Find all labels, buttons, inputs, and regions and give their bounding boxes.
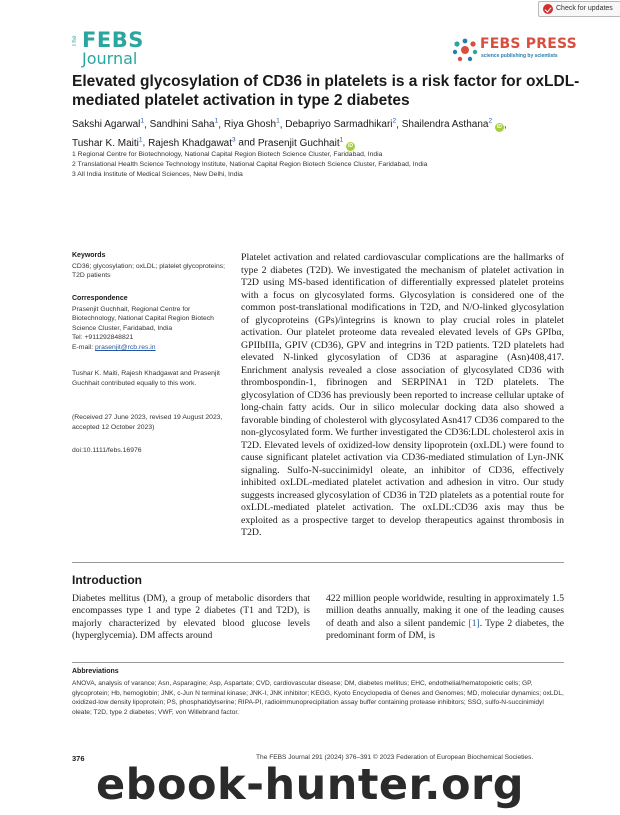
- author[interactable]: Riya Ghosh$^1$: [223, 118, 280, 131]
- affiliation: 3 All India Institute of Medical Sciences, New Delhi, India: [72, 171, 243, 178]
- correspondence-address: Prasenjit Guchhait, Regional Centre for Biotechnology, National Capital Region Biotech Science Cluster, Faridabad, India: [72, 305, 214, 332]
- article-title: Elevated glycosylation of CD36 in platelets is a risk factor for oxLDL-mediated platelet activation in type 2 diabetes: [72, 73, 580, 109]
- journal-logo-the: The: [72, 35, 78, 47]
- contribution-note: Tushar K. Maiti, Rajesh Khadgawat and Prasenjit Guchhait contributed equally to this work.: [72, 370, 220, 387]
- check-updates-label: Check for updates: [556, 5, 613, 12]
- intro-left-column: Diabetes mellitus (DM), a group of metabolic disorders that encompasses type 1 and type 2 diabetes (T1 and T2D), is majorly characterized by elevated blood glucose levels (hyperglycemia). DM affects around: [72, 593, 310, 641]
- divider: [72, 562, 564, 563]
- keywords-block: [72, 251, 227, 281]
- email-link[interactable]: prasenjit@rcb.res.in: [95, 343, 156, 351]
- received-dates: (Received 27 June 2023, revised 19 August 2023, accepted 12 October 2023): [72, 414, 223, 431]
- keywords-text: CD36; glycosylation; oxLDL; platelet glycoproteins; T2D patients: [72, 262, 226, 280]
- affiliation: 2 Translational Health Science Technology Institute, National Capital Region Biotech Science Cluster, Faridabad, India: [72, 161, 428, 168]
- abstract-text: Platelet activation and related cardiovascular complications are the hallmarks of type 2 diabetes (T2D). We investigated the mechanism of platelet activation in T2D using MS-based identification of differentially expressed platelet proteins with a focus on glycosylated forms. Glycosylation is considered one of the common post-translational modifications in T2D, and N/O-linked glycosylation of glycoproteins (GPs)/integrins is known to play crucial roles in platelet activation. Our platelet proteome data revealed elevated levels of GPs GPIbα, GPIIbIIIa, GPIV (CD36), GPV and integrins in T2D patients. T2D platelets had elevated N-linked glycosylation of CD36 at asparagine (Asn)408,417. Enrichment analysis revealed a close association of glycosylated CD36 with thrombospondin-1, fibrinogen and SERPINA1 in T2D platelets. The glycosylation of CD36 has previously been reported to increase cellular uptake of long-chain fatty acids. Our in silico molecular docking data also showed a favorable binding of cholesterol with glycosylated Asn417 CD36 compared to the non-glycosylated form. We further investigated the CD36:LDL cholesterol axis in T2D. Elevated levels of oxidized-low density lipoprotein (oxLDL) were found to cause significant platelet activation via CD36-mediated stimulation of Lyn-JNK signaling. Sulfo-N-succinimidyl oleate, an inhibitor of CD36, effectively inhibited oxLDL-mediated platelet activation and adhesion in vitro. Our study suggests increased glycosylation of CD36 in T2D platelets as a potential route for oxLDL-mediated platelet activation. The oxLDL:CD36 axis may thus be exploited as a prospective target to develop therapeutics against thrombosis in T2D.: [241, 252, 564, 538]
- febs-press-dots-icon: [452, 38, 478, 62]
- intro-right-column: 422 million people worldwide, resulting in approximately 1.5 million deaths annually, making it one of the leading causes of death and also a silent pandemic [1]. Type 2 diabetes, the predominant form of DM, is: [326, 593, 564, 641]
- journal-logo-name: FEBS: [82, 28, 144, 52]
- author[interactable]: Tushar K. Maiti$^1$: [72, 136, 143, 149]
- author[interactable]: Shailendra Asthana$^2$: [401, 118, 493, 131]
- correspondence-heading: Correspondence: [72, 295, 128, 302]
- affiliation: 1 Regional Centre for Biotechnology, National Capital Region Biotech Science Cluster, Faridabad, India: [72, 151, 383, 158]
- author[interactable]: Debapriyo Sarmadhikari$^2$: [285, 118, 397, 131]
- orcid-icon[interactable]: iD: [496, 124, 502, 131]
- author[interactable]: Sandhini Saha$^1$: [149, 118, 219, 131]
- check-updates-icon: [543, 4, 553, 14]
- author[interactable]: Prasenjit Guchhait$^1$: [257, 136, 344, 149]
- page-number: 376: [72, 754, 85, 763]
- febs-press-logo: [452, 36, 592, 64]
- author[interactable]: Rajesh Khadgawat$^3$: [148, 136, 236, 149]
- doi[interactable]: doi:10.1111/febs.16976: [72, 447, 142, 454]
- divider: [72, 662, 564, 663]
- author-list: Sakshi Agarwal$^1$, Sandhini Saha$^1$, Riya Ghosh$^1$, Debapriyo Sarmadhikari$^2$, Shailendra Asthana$^2$ iD , Tushar K. Maiti$^1$, Rajesh Khadgawat$^3$ and Prasenjit Guchhait$^1$ iD: [72, 118, 507, 149]
- journal-logo: [72, 28, 144, 68]
- author[interactable]: Sakshi Agarwal$^1$: [72, 118, 144, 131]
- journal-logo-sub: Journal: [82, 49, 138, 68]
- introduction-heading: Introduction: [72, 573, 142, 587]
- correspondence-phone: Tel: +911292848821: [72, 334, 134, 342]
- watermark: ebook-hunter.org: [96, 760, 524, 810]
- footer-citation: The FEBS Journal 291 (2024) 376–391 © 2023 Federation of European Biochemical Societies.: [256, 754, 534, 761]
- correspondence-email-line: E-mail: prasenjit@rcb.res.in: [72, 343, 156, 351]
- reference-link[interactable]: [1]: [468, 617, 480, 629]
- press-tagline: science publishing by scientists: [481, 53, 558, 59]
- abbreviations-text: ANOVA, analysis of varance; Asn, Asparagine; Asp, Aspartate; CVD, cardiovascular disease; DM, diabetes mellitus; EHC, endothelial/hematopoietic cells; GP, glycoprotein; Hb, hemoglobin; JNK, c-Jun N terminal kinase; JNK-I, JNK inhibitor; KEGG, Kyoto Encyclopedia of Genes and Genomes; MD, molecular dynamics; oxLDL, oxidized-low density lipoprotein; PS, phosphatidylserine; RIPA-PI, radioimmunoprecipitation assay buffer containing protease inhibitors; SSO, sulfo-N-succinimidyl oleate; T2D, type 2 diabetes; VWF, von Willebrand factor.: [72, 680, 564, 716]
- orcid-icon[interactable]: iD: [348, 142, 354, 149]
- correspondence-block: [72, 294, 227, 353]
- press-name: FEBS PRESS: [480, 36, 577, 52]
- check-for-updates-button[interactable]: [538, 1, 620, 17]
- abbreviations-heading: Abbreviations: [72, 668, 119, 675]
- keywords-heading: Keywords: [72, 252, 106, 259]
